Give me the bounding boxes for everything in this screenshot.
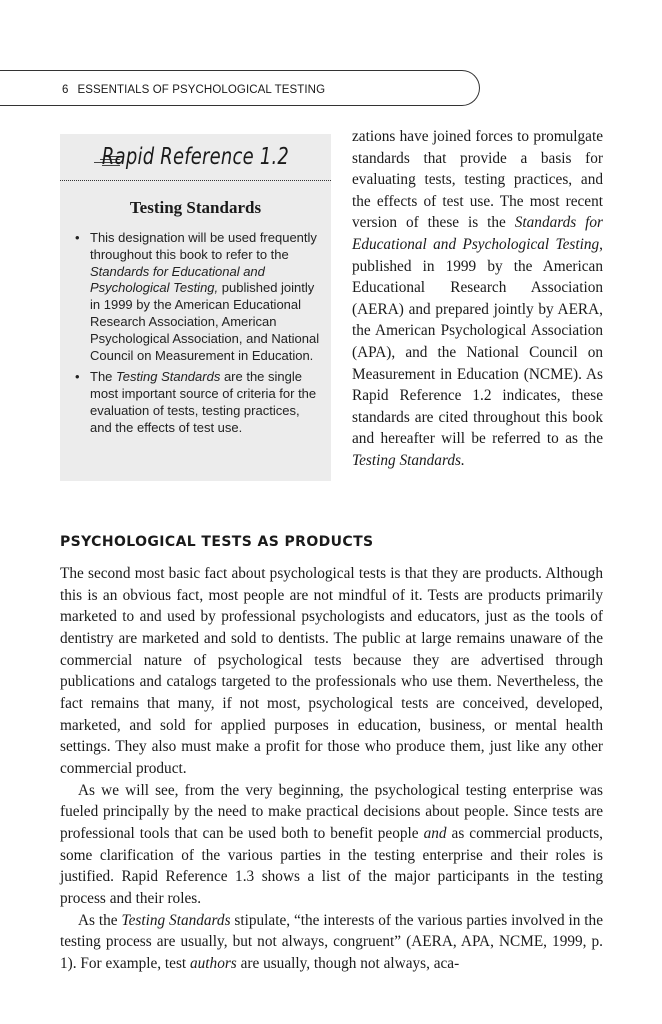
section-heading: PSYCHOLOGICAL TESTS AS PRODUCTS xyxy=(60,534,374,550)
paragraph: As the Testing Standards stipulate, “the interests of the various parties involved in the testing process are usually, but not always, congruent” (AERA, APA, NCME, 1999, p. 1). For example, test authors are usually, though not always, aca- xyxy=(60,911,603,972)
page-number: 6 xyxy=(62,84,69,96)
right-column-text: zations have joined forces to promulgate standards that provide a basis for evaluating tests, testing practices, and the effects of test use. The most recent version of these is the Standards for Educational and Psychological Testing, published in 1999 by the American Educational Research Association (AERA) and prepared jointly by AERA, the American Psychological Association (APA), and the National Council on Measurement in Education (NCME). As Rapid Reference 1.2 indicates, these standards are cited throughout this book and hereafter will be referred to as the Testing Standards. xyxy=(352,128,604,469)
rapid-reference-title: Rapid Reference 1.2 xyxy=(101,144,290,170)
running-header xyxy=(62,84,325,96)
rapid-reference-box xyxy=(60,134,331,481)
rapid-reference-heading: Testing Standards xyxy=(129,198,262,217)
rapid-reference-list xyxy=(72,230,320,442)
list-item: • This designation will be used frequently throughout this book to refer to the Standards for Educational and Psychological Testing, published jointly in 1999 by the American Educational Research Association, American Psychological Association, and National Council on Measurement in Education. xyxy=(72,230,320,364)
list-item: • The Testing Standards are the single most important source of criteria for the evaluation of tests, testing practices, and the effects of test use. xyxy=(72,369,320,436)
running-title: ESSENTIALS OF PSYCHOLOGICAL TESTING xyxy=(77,84,326,96)
body-text xyxy=(60,563,603,974)
paragraph: As we will see, from the very beginning, the psychological testing enterprise was fueled principally by the need to make practical decisions about people. Since tests are professional tools that can be used both to benefit people and as commercial products, some clarification of the various parties in the testing enterprise and their roles is justified. Rapid Reference 1.3 shows a list of the major participants in the testing process and their roles. xyxy=(60,781,603,907)
paragraph: The second most basic fact about psychological tests is that they are products. Although this is an obvious fact, most people are not mindful of it. Tests are products primarily marketed to and used by professional psychologists and educators, just as the tools of dentistry are marketed and sold to dentists. The public at large remains unaware of the commercial nature of psychological tests because they are advertised through publications and catalogs targeted to the professionals who use them. Nevertheless, the fact remains that many, if not most, psychological tests are conceived, developed, marketed, and sold for applied purposes in education, business, or mental health settings. They also must make a profit for those who produce them, just like any other commercial product. xyxy=(60,565,603,777)
dotted-divider xyxy=(60,180,331,181)
